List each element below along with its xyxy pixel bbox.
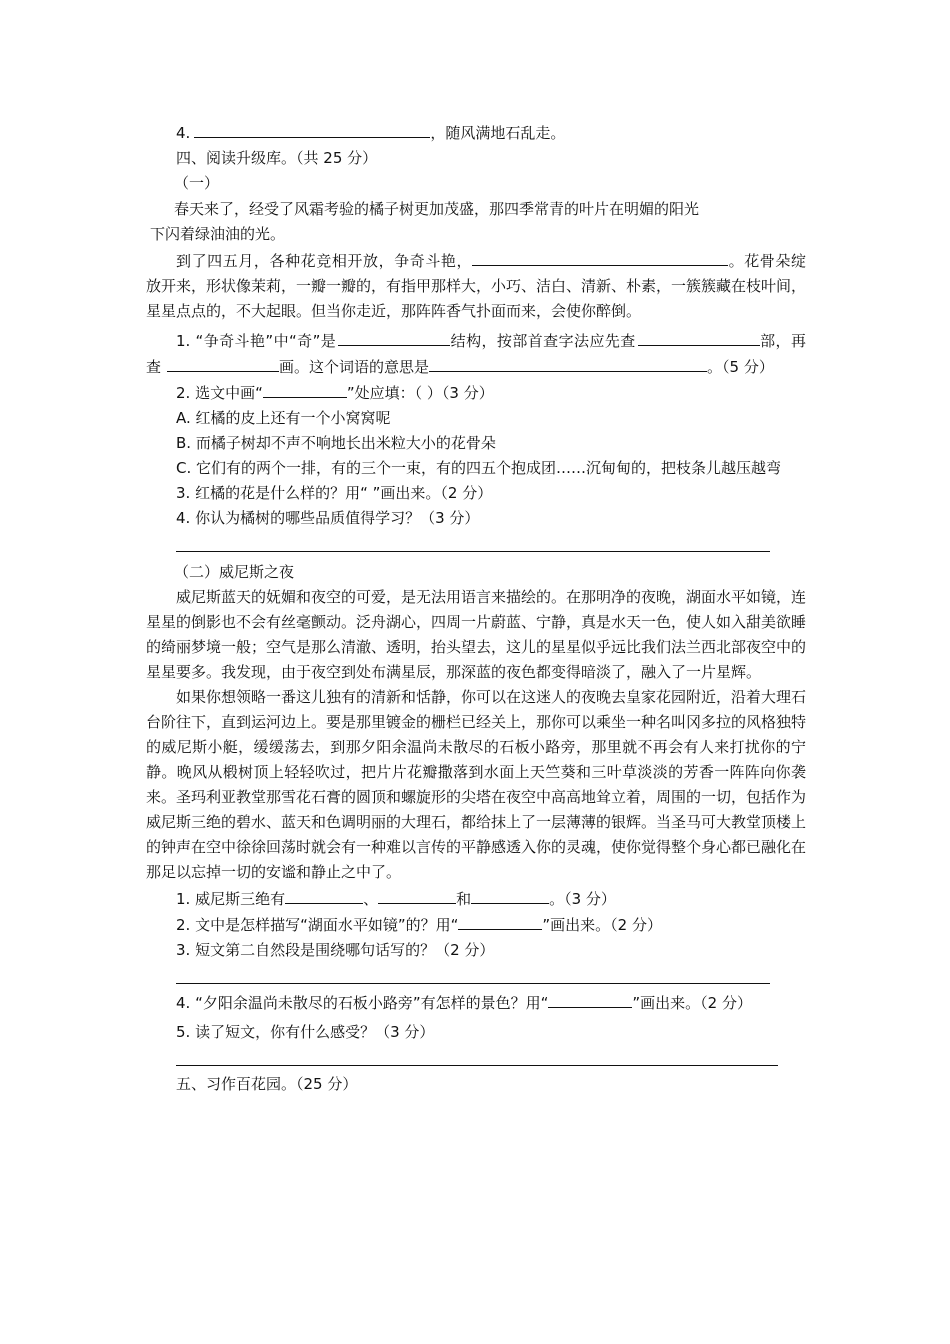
section-heading-reading: 四、阅读升级库。（共 25 分） [176, 149, 378, 167]
question-text: 。（5 分） [707, 358, 774, 376]
question-text: 1. “争奇斗艳”中“奇”是 [176, 332, 337, 350]
question-text: ”画出来。（2 分） [632, 994, 752, 1012]
question-2-1 [146, 886, 806, 912]
passage-label-2: （二）威尼斯之夜 [174, 563, 295, 581]
answer-blank[interactable] [679, 354, 707, 372]
question-text: 部，再查 [146, 332, 806, 376]
answer-blank[interactable] [194, 120, 430, 138]
answer-blank[interactable] [548, 990, 632, 1008]
passage-label-1: （一） [174, 174, 220, 192]
passage1-paragraph1-line1: 春天来了，经受了风霜考验的橘子树更加茂盛，那四季常青的叶片在明媚的阳光 [174, 200, 700, 218]
answer-line[interactable] [176, 983, 770, 984]
answer-blank[interactable] [429, 354, 679, 372]
answer-blank[interactable] [285, 886, 363, 904]
passage2-paragraph1: 威尼斯蓝天的妩媚和夜空的可爱，是无法用语言来描绘的。在那明净的夜晚，湖面水平如镜，连星星的倒影也不会有丝毫颤动。泛舟湖心，四周一片蔚蓝、宁静，真是水天一色，使人如入甜美欲睡的绮丽梦境一般；空气是那么清澈、透明，抬头望去，这儿的星星似乎远比我们法兰西北部夜空中的星星要多。我发现，由于夜空到处布满星辰，那深蓝的夜色都变得暗淡了，融入了一片星辉。 [146, 588, 807, 681]
question-2-4 [146, 990, 806, 1016]
question-text: 4. “夕阳余温尚未散尽的石板小路旁”有怎样的景色？用“ [176, 994, 549, 1012]
question-1-4: 4. 你认为橘树的哪些品质值得学习？（3 分） [176, 509, 480, 527]
passage2-paragraph2: 如果你想领略一番这儿独有的清新和恬静，你可以在这迷人的夜晚去皇家花园附近，沿着大理石台阶往下，直到运河边上。要是那里镀金的栅栏已经关上，那你可以乘坐一种名叫冈多拉的风格独特的威尼斯小艇，缓缓荡去，到那夕阳余温尚未散尽的石板小路旁，那里就不再会有人来打扰你的宁静。晚风从椴树顶上轻轻吹过，把片片花瓣撒落到水面上天竺葵和三叶草淡淡的芳香一阵阵向你袭来。圣玛利亚教堂那雪花石膏的圆顶和螺旋形的尖塔在夜空中高高地耸立着，周围的一切，包括作为威尼斯三绝的碧水、蓝天和色调明丽的大理石，都给抹上了一层薄薄的银辉。当圣马可大教堂顶楼上的钟声在空中徐徐回荡时就会有一种难以言传的平静感透入你的灵魂，使你觉得整个身心都已融化在那足以忘掉一切的安谧和静止之中了。 [146, 688, 807, 881]
question-text: 画。这个词语的意思是 [279, 358, 430, 376]
paragraph-text: 到了四五月，各种花竞相开放，争奇斗艳， [176, 252, 473, 270]
question-text: 结构，按部首查字法应先查 [450, 332, 636, 350]
fill-question-4 [146, 120, 806, 146]
question-2-2 [146, 912, 806, 938]
question-text: 1. 威尼斯三绝有 [176, 890, 286, 908]
question-text: ”处应填：（ ）（3 分） [346, 384, 494, 402]
answer-blank[interactable] [378, 886, 456, 904]
passage1-paragraph1-line2: 下闪着绿油油的光。 [150, 225, 286, 243]
answer-blank[interactable] [263, 380, 347, 398]
answer-blank[interactable] [471, 886, 549, 904]
question-2-3: 3. 短文第二自然段是围绕哪句话写的？（2 分） [176, 941, 495, 959]
question-1-2 [146, 380, 806, 406]
question-1-3: 3. 红橘的花是什么样的？用“ ”画出来。（2 分） [176, 484, 493, 502]
question-text: ”画出来。（2 分） [542, 916, 662, 934]
answer-blank[interactable] [472, 248, 728, 266]
answer-line[interactable] [176, 551, 770, 552]
question-text: 2. 文中是怎样描写“湖面水平如镜”的？用“ [176, 916, 459, 934]
section-heading-writing: 五、习作百花园。（25 分） [176, 1075, 358, 1093]
question-text: ，随风满地石乱走。 [430, 124, 566, 142]
answer-line[interactable] [176, 1065, 778, 1066]
exam-page [146, 120, 806, 1097]
answer-blank[interactable] [338, 328, 450, 346]
passage1-paragraph2 [146, 248, 806, 324]
question-1-1 [146, 328, 806, 380]
question-number: 4. [176, 124, 191, 142]
question-text: 和 [456, 890, 472, 908]
option-b[interactable]: B. 而橘子树却不声不响地长出米粒大小的花骨朵 [176, 434, 496, 452]
question-text: 。（3 分） [549, 890, 616, 908]
answer-blank[interactable] [732, 328, 760, 346]
question-text: 、 [363, 890, 379, 908]
question-text: 2. 选文中画“ [176, 384, 263, 402]
question-2-5: 5. 读了短文，你有什么感受？（3 分） [176, 1023, 435, 1041]
option-a[interactable]: A. 红橘的皮上还有一个小窝窝呢 [176, 409, 391, 427]
answer-blank[interactable] [458, 912, 542, 930]
paragraph-text: 。花骨朵绽放开来，形状像茉莉，一瓣一瓣的，有指甲那样大，小巧、洁白、清新、朴素，一簇簇藏在枝叶间，星星点点的，不大起眼。但当你走近，那阵阵香气扑面而来，会使你醉倒。 [146, 252, 807, 320]
answer-blank[interactable] [638, 328, 732, 346]
option-c[interactable]: C. 它们有的两个一排，有的三个一束，有的四五个抱成团……沉甸甸的，把枝条儿越压越弯 [176, 459, 782, 477]
answer-blank[interactable] [167, 354, 279, 372]
